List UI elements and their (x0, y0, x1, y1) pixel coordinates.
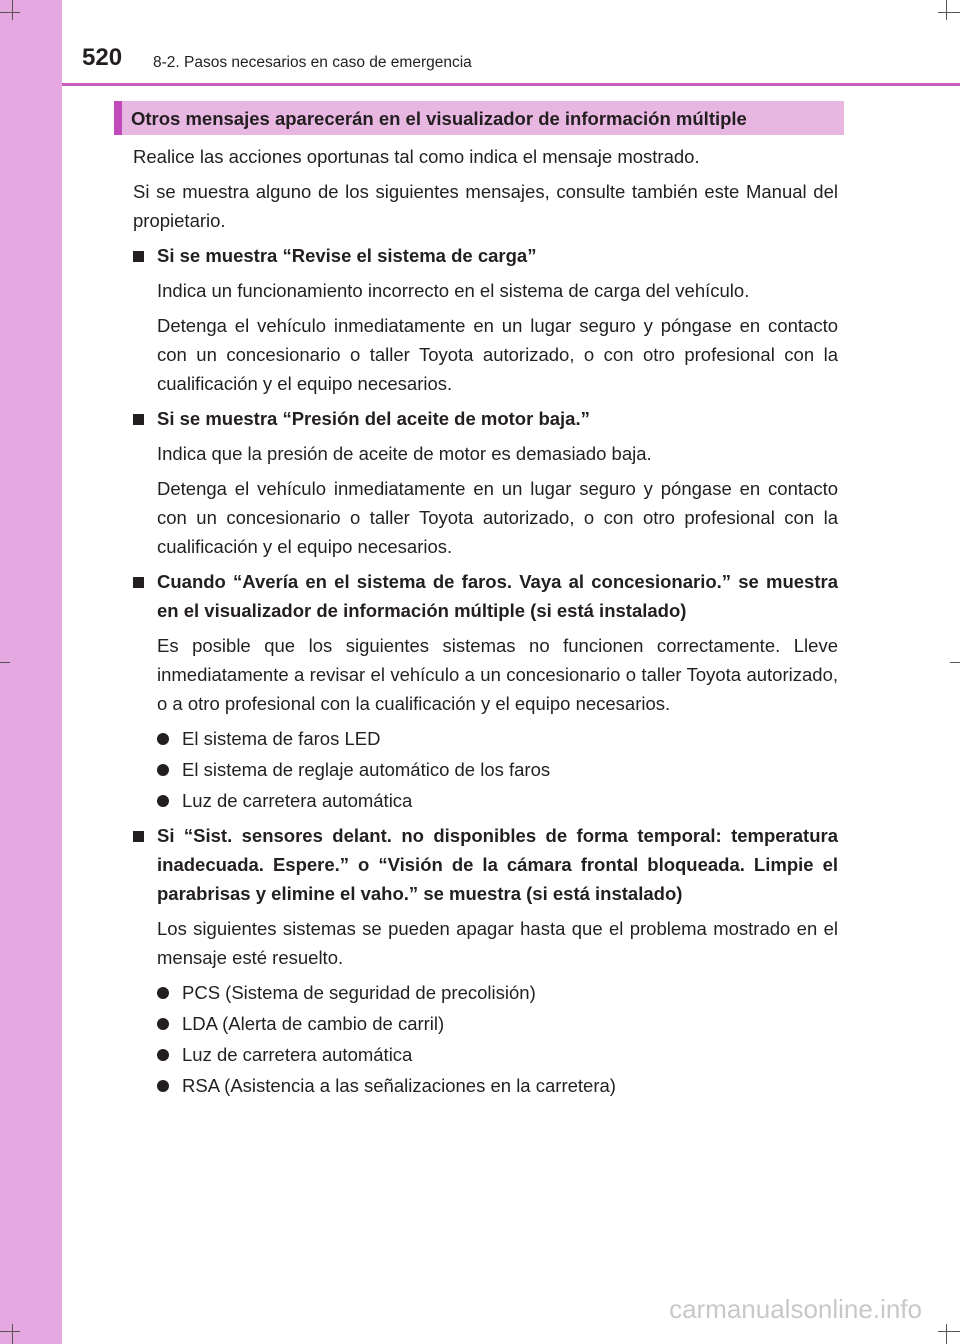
square-bullet-icon (133, 251, 144, 262)
item-heading-text: Si se muestra “Presión del aceite de motor baja.” (157, 408, 590, 429)
list-item-text: Luz de carretera automática (182, 790, 413, 811)
crop-mark (946, 0, 947, 20)
crop-mark (12, 1324, 13, 1344)
side-color-band (0, 0, 62, 1344)
list-item (133, 1040, 838, 1069)
list-item-text: El sistema de faros LED (182, 728, 381, 749)
item-paragraph: Detenga el vehículo inmediatamente en un lugar seguro y póngase en contacto con un concesionario o taller Toyota autorizado, o con otro profesional con la cualificación y el equipo necesarios. (157, 315, 838, 394)
list-item-text: PCS (Sistema de seguridad de precolisión) (182, 982, 536, 1003)
crop-mark (0, 12, 20, 13)
dot-bullet-icon (157, 795, 169, 807)
list-item-text: RSA (Asistencia a las señalizaciones en la carretera) (182, 1075, 616, 1096)
dot-bullet-icon (157, 1049, 169, 1061)
item-heading-text: Si se muestra “Revise el sistema de carga” (157, 245, 537, 266)
item-heading-text: Cuando “Avería en el sistema de faros. Vaya al concesionario.” se muestra en el visualizador de información múltiple (si está instalado) (157, 571, 838, 621)
header-rule (62, 83, 960, 86)
item-heading-text: Si “Sist. sensores delant. no disponibles de forma temporal: temperatura inadecuada. Espere.” o “Visión de la cámara frontal bloqueada. Limpie el parabrisas y elimine el vaho.” se muestra (si está instalado) (157, 825, 838, 904)
crop-mark (0, 1331, 20, 1332)
dot-bullet-icon (157, 764, 169, 776)
list-item (133, 978, 838, 1007)
crop-mark (938, 1331, 960, 1332)
list-item (133, 724, 838, 753)
list-item-text: El sistema de reglaje automático de los faros (182, 759, 551, 780)
crop-mark (950, 662, 960, 663)
crop-mark (938, 12, 960, 13)
list-item (133, 1071, 838, 1100)
square-bullet-icon (133, 577, 144, 588)
item-heading (133, 821, 838, 908)
list-item (133, 1009, 838, 1038)
item-heading (133, 567, 838, 625)
list-item (133, 755, 838, 784)
list-item (133, 786, 838, 815)
item-paragraph: Detenga el vehículo inmediatamente en un lugar seguro y póngase en contacto con un concesionario o taller Toyota autorizado, o con otro profesional con la cualificación y el equipo necesarios. (157, 478, 838, 557)
intro-paragraph: Si se muestra alguno de los siguientes mensajes, consulte también este Manual del propietario. (133, 181, 838, 231)
dot-bullet-icon (157, 1080, 169, 1092)
watermark-text: carmanualsonline.info (669, 1294, 922, 1324)
section-header (114, 101, 844, 135)
crop-mark (0, 662, 10, 663)
item-paragraph: Los siguientes sistemas se pueden apagar hasta que el problema mostrado en el mensaje esté resuelto. (157, 918, 838, 968)
crop-mark (946, 1324, 947, 1344)
dot-bullet-icon (157, 1018, 169, 1030)
item-heading (133, 404, 838, 433)
dot-bullet-icon (157, 987, 169, 999)
item-heading (133, 241, 838, 270)
page-number: 520 (82, 44, 123, 71)
dot-bullet-icon (157, 733, 169, 745)
item-paragraph: Indica un funcionamiento incorrecto en el sistema de carga del vehículo. (157, 280, 750, 301)
chapter-title: 8-2. Pasos necesarios en caso de emergencia (153, 54, 472, 71)
item-paragraph: Indica que la presión de aceite de motor es demasiado baja. (157, 443, 652, 464)
page-content (133, 142, 838, 1102)
list-item-text: Luz de carretera automática (182, 1044, 413, 1065)
section-title: Otros mensajes aparecerán en el visualizador de información múltiple (131, 108, 747, 129)
crop-mark (12, 0, 13, 20)
intro-paragraph: Realice las acciones oportunas tal como indica el mensaje mostrado. (133, 146, 700, 167)
item-paragraph: Es posible que los siguientes sistemas no funcionen correctamente. Lleve inmediatamente a revisar el vehículo a un concesionario o taller Toyota autorizado, o a otro profesional con la cualificación y el equipo necesarios. (157, 635, 838, 714)
list-item-text: LDA (Alerta de cambio de carril) (182, 1013, 445, 1034)
square-bullet-icon (133, 414, 144, 425)
section-accent (114, 101, 122, 135)
square-bullet-icon (133, 831, 144, 842)
